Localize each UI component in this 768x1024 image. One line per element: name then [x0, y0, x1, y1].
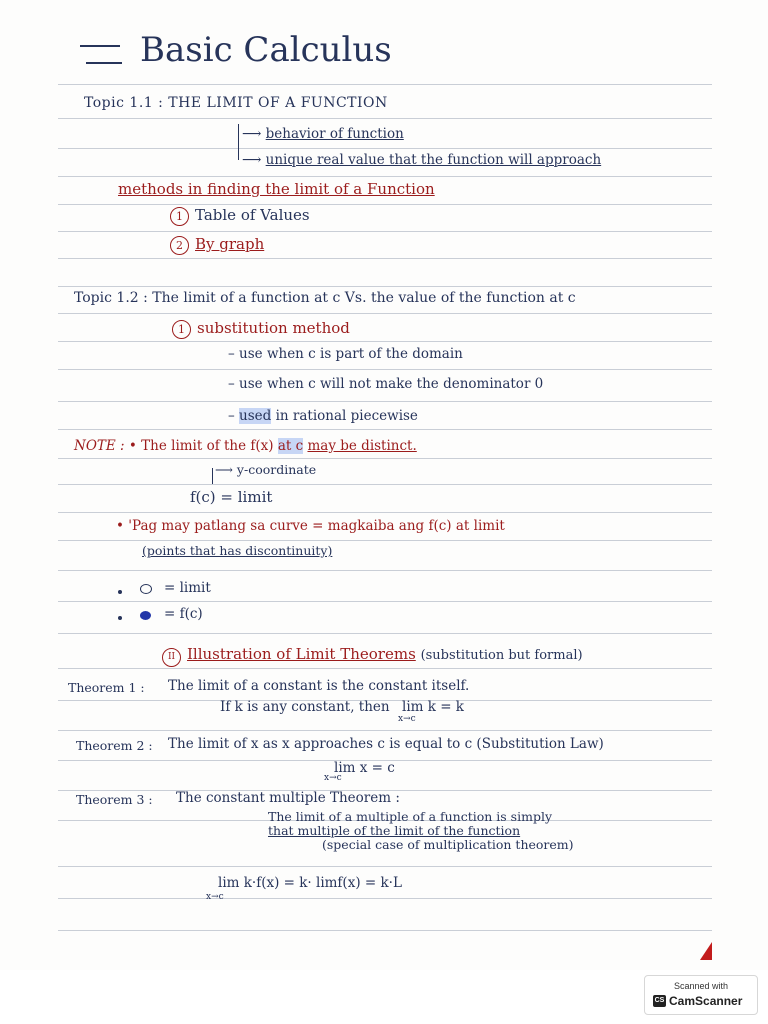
ruled-line	[58, 286, 712, 287]
arrow-icon: ⟶	[242, 126, 262, 142]
substitution-method-heading: 1 substitution method	[172, 320, 350, 339]
limit-theorems-heading: II Illustration of Limit Theorems (substitution but formal)	[162, 647, 583, 667]
branch-unique-value: ⟶ unique real value that the function will approach	[242, 152, 602, 168]
arrow-icon: ⟶	[242, 152, 262, 168]
scanned-with-label: Scanned with	[673, 981, 729, 991]
open-dot-legend: = limit	[164, 580, 211, 596]
methods-heading: methods in finding the limit of a Function	[118, 180, 435, 198]
ruled-line	[58, 668, 712, 669]
ruled-line	[58, 231, 712, 232]
bullet	[118, 616, 122, 620]
open-circle-icon	[140, 584, 152, 594]
bullet	[118, 590, 122, 594]
theorem-3-label: Theorem 3 :	[76, 792, 153, 807]
circled-number: 2	[170, 236, 189, 255]
circled-number: 1	[170, 207, 189, 226]
theorem-3-subscript: x→c	[206, 892, 224, 902]
title-mark	[80, 45, 120, 47]
method-by-graph: 2 By graph	[170, 236, 264, 255]
camscanner-watermark	[644, 975, 758, 1015]
theorem-2-formula: lim x = c	[334, 760, 395, 776]
page-corner-fold	[700, 942, 712, 960]
theorem-3-formula: lim k·f(x) = k· limf(x) = k·L	[218, 875, 402, 891]
ruled-line	[58, 512, 712, 513]
ruled-line	[58, 148, 712, 149]
ruled-line	[58, 258, 712, 259]
ruled-line	[58, 369, 712, 370]
ruled-line	[58, 84, 712, 85]
ruled-line	[58, 540, 712, 541]
theorem-1-label: Theorem 1 :	[68, 680, 145, 695]
arrow-icon: ⟶	[215, 462, 233, 477]
circled-number: 1	[172, 320, 191, 339]
ruled-line	[58, 118, 712, 119]
ruled-line	[58, 570, 712, 571]
discontinuity-note: • 'Pag may patlang sa curve = magkaiba ang f(c) at limit	[116, 518, 505, 534]
filled-circle-icon	[140, 611, 151, 620]
title-mark	[86, 62, 122, 64]
topic-1-2-heading: Topic 1.2 : The limit of a function at c Vs. the value of the function at c	[74, 290, 576, 306]
note-label: NOTE :	[74, 438, 125, 454]
branch-bracket	[238, 124, 239, 160]
substitution-bullet-piecewise: – used in rational piecewise	[228, 408, 418, 424]
theorem-2-subscript: x→c	[324, 773, 342, 783]
ruled-line	[58, 866, 712, 867]
ruled-line	[58, 898, 712, 899]
theorem-1-formula: lim k = k	[402, 699, 464, 715]
ruled-line	[58, 458, 712, 459]
branch-behavior: ⟶ behavior of function	[242, 126, 404, 142]
ruled-line	[58, 401, 712, 402]
theorem-1-subscript: x→c	[398, 714, 416, 724]
theorem-2-label: Theorem 2 :	[76, 738, 153, 753]
theorem-3-title: The constant multiple Theorem :	[176, 790, 400, 806]
fc-equals-limit: f(c) = limit	[190, 488, 273, 506]
method-table-of-values: 1 Table of Values	[170, 207, 310, 226]
discontinuity-points: (points that has discontinuity)	[142, 543, 333, 558]
ruled-line	[58, 176, 712, 177]
topic-1-1-heading: Topic 1.1 : THE LIMIT OF A FUNCTION	[84, 95, 388, 111]
camscanner-logo-icon: CS	[653, 995, 666, 1007]
camscanner-name: CamScanner	[669, 994, 743, 1008]
y-coordinate-label: ⟶ y-coordinate	[215, 462, 317, 477]
y-coordinate-bracket	[212, 468, 213, 484]
ruled-line	[58, 204, 712, 205]
ruled-line	[58, 341, 712, 342]
ruled-line	[58, 633, 712, 634]
page-title: Basic Calculus	[140, 30, 392, 70]
substitution-bullet-denominator: – use when c will not make the denominator 0	[228, 376, 544, 392]
ruled-line	[58, 930, 712, 931]
theorem-3-line-2: that multiple of the limit of the function	[268, 823, 521, 838]
circled-number: II	[162, 648, 181, 667]
ruled-line	[58, 429, 712, 430]
ruled-line	[58, 730, 712, 731]
theorem-1-condition: If k is any constant, then	[220, 699, 390, 715]
substitution-bullet-domain: – use when c is part of the domain	[228, 346, 463, 362]
theorem-3-line-1: The limit of a multiple of a function is simply	[268, 809, 553, 824]
theorem-3-line-3: (special case of multiplication theorem)	[322, 837, 574, 852]
theorem-2-statement: The limit of x as x approaches c is equal to c (Substitution Law)	[168, 736, 604, 752]
ruled-line	[58, 601, 712, 602]
note-line: NOTE : • The limit of the f(x) at c may be distinct.	[74, 438, 417, 454]
theorem-1-statement: The limit of a constant is the constant itself.	[168, 678, 470, 694]
ruled-line	[58, 313, 712, 314]
ruled-line	[58, 484, 712, 485]
filled-dot-legend: = f(c)	[164, 606, 203, 622]
